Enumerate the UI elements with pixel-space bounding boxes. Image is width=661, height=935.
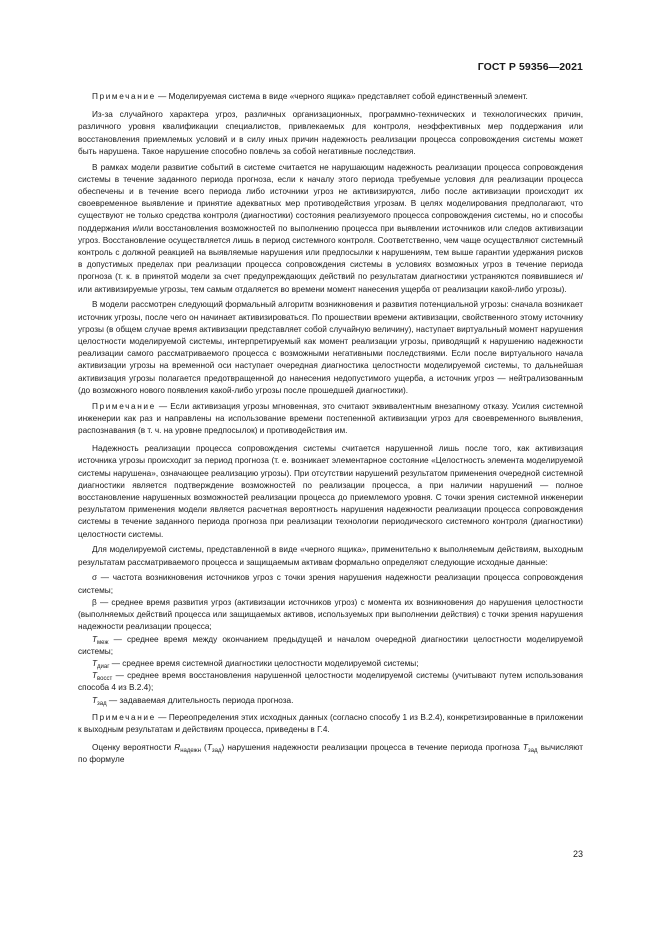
definition-t-vosst: $T_{восст}$ — среднее время восстановления нарушенной целостности моделируемой системы (учитывают путем использования способа 4 из В.2.4); bbox=[78, 671, 583, 693]
definition-t-zad: $T_{зад}$ — задаваемая длительность периода прогноза. bbox=[92, 695, 294, 707]
formula-intro-paragraph: Оценку вероятности $R_{надежн}$ $(T_{зад})$ нарушения надежности реализации процесса в течение периода прогноза $T_{зад}$ вычисляют по формуле bbox=[78, 743, 584, 765]
note-label: Примечание bbox=[92, 712, 156, 722]
paragraph: Из-за случайного характера угроз, различных организационных, программно-технических и технологических причин, различного уровня квалификации специалистов, привлекаемых для контроля, неэффективных мер поддержания или восстановления приемлемых условий и в силу иных причин надежность реализации процесса сопровождения системы может быть нарушена. Такое нарушение способно повлечь за собой негативные последствия. bbox=[78, 110, 583, 156]
paragraph: Для моделируемой системы, представленной в виде «черного ящика», применительно к выполняемым действиям, выходным результатам рассматриваемого процесса и защищаемым активам формально определяют следующие исходные данные: bbox=[78, 545, 583, 567]
definition-t-diag: $T_{диаг}$ — среднее время системной диагностики целостности моделируемой системы; bbox=[92, 658, 419, 670]
note-label: Примечание bbox=[92, 401, 156, 411]
definition-sigma: σ — частота возникновения источников угроз с точки зрения нарушения надежности реализации процесса сопровождения системы; bbox=[78, 573, 583, 595]
note-paragraph-3: Примечание — Переопределения этих исходных данных (согласно способу 1 из В.2.4), конкретизированные в приложении к выходным результатам и действиям процесса, приведены в Г.4. bbox=[78, 712, 583, 734]
definition-beta: β — среднее время развития угроз (активизации источников угроз) с момента их возникновения до нарушения целостности (выполняемых действий процесса или защищаемых активов, используемых при выполнении действия) с точки зрения нарушения надежности реализации процесса; bbox=[78, 597, 583, 632]
standard-number: ГОСТ Р 59356—2021 bbox=[477, 61, 583, 73]
definition-t-mezh: $T_{меж}$ — среднее время между окончанием предыдущей и началом очередной диагностики целостности моделируемой системы; bbox=[78, 634, 583, 656]
note-label: Примечание bbox=[92, 92, 156, 101]
document-body bbox=[78, 91, 583, 770]
paragraph: В модели рассмотрен следующий формальный алгоритм возникновения и развития потенциальной угрозы: сначала возникает источник угрозы, после чего он начинает активизироваться. По прошествии времени активизации, свойственного этому источнику угрозы (в общем случае время активизации представляет собой случайную величину), наступает виртуальный момент нарушения целостности моделируемой системы, интерпретируемый как момент реализации угрозы, приводящий к нарушению надежности реализации самого рассматриваемого процесса с возможными негативными последствиями. Если после виртуального начала активизации угрозы на временной оси наступает очередная диагностика целостности моделируемой системы, то дальнейшая активизация угрозы полагается предотвращенной до нанесения недопустимого ущерба, а источник угроз — нейтрализованным (до возможного нового появления какой-либо угрозы после прошедшей диагностики). bbox=[78, 300, 583, 395]
note-paragraph-2: Примечание — Если активизация угрозы мгновенная, это считают эквивалентным внезапному отказу. Усилия системной инженерии как раз и направлены на использование времени постепенной активизации угроз для своевременного выявления, распознавания (в т. ч. на уровне предпосылок) и противодействия им. bbox=[78, 401, 583, 436]
note-paragraph-1: Примечание — Моделируемая система в виде «черного ящика» представляет собой единственный элемент. bbox=[92, 92, 528, 101]
paragraph: Надежность реализации процесса сопровождения системы считается нарушенной лишь после того, как активизация источника угрозы происходит за период прогноза (т. е. возникает элементарное состояние «Целостность элемента моделируемой системы нарушена», означающее реализацию угрозы). При отсутствии нарушений результатом применения очередной системной диагностики является подтверждение возможностей по реализации процесса, а при наличии нарушений — полное восстановление нарушенных возможностей реализации процесса до приемлемого уровня. С точки зрения системной инженерии результатом применения модели является расчетная вероятность нарушения надежности реализации процесса сопровождения системы в течение заданного периода прогноза при реализации технологии периодического системного контроля (диагностики) целостности системы. bbox=[78, 444, 583, 539]
page-number: 23 bbox=[572, 849, 583, 859]
paragraph: В рамках модели развитие событий в системе считается не нарушающим надежность реализации процесса сопровождения системы в течение заданного периода прогноза, если к началу этого периода требуемые условия для реализации процесса обеспечены и в течение всего периода либо источники угроз не активизируются, либо после активизации происходит их своевременное выявление и принятие адекватных мер противодействия угрозам. В целях моделирования предполагают, что существуют не только средства контроля (диагностики) состояния реализуемого процесса сопровождения системы, но и способы поддержания и/или восстановления возможностей по выполнению процесса при выявлении источников или следов активизации угроз. Восстановление осуществляется лишь в период системного контроля. Соответственно, чем чаще осуществляют системный контроль с должной реакцией на выявляемые нарушения или предпосылки к нарушениям, тем выше гарантии удержания рисков в допустимых пределах при реализации процесса сопровождения системы в условиях возможных угроз в течение периода прогноза (т. к. в принятой модели за счет предупреждающих действий по результатам диагностики устраняются появившиеся и/или активизируемые угрозы, тем самым отдаляется во времени момент нанесения ущерба от реализации какой-либо угрозы). bbox=[78, 162, 583, 294]
